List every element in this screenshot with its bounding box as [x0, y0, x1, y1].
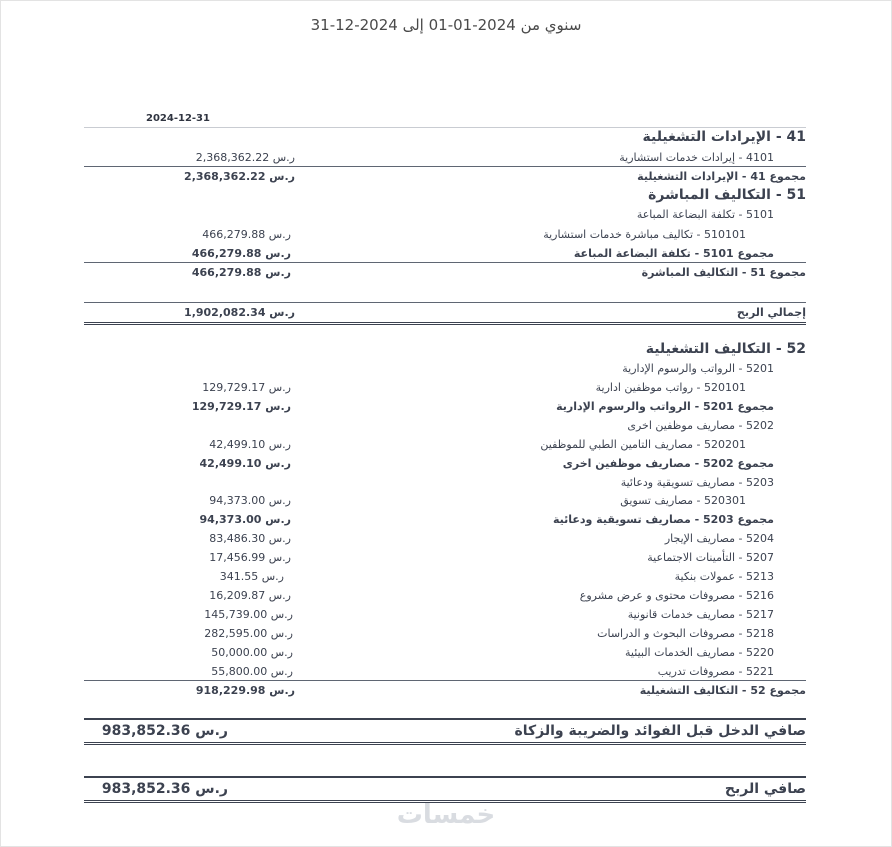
net-profit-row — [84, 776, 806, 803]
watermark-logo: خمسات — [396, 800, 496, 830]
row-label: مجموع 5201 - الرواتب والرسوم الإدارية — [556, 400, 774, 413]
row-label: 51 - التكاليف المباشرة — [648, 187, 806, 203]
ebit-row — [84, 718, 806, 745]
row-label: 5204 - مصاريف الإيجار — [664, 532, 774, 545]
row-label: 5216 - مصروفات محتوى و عرض مشروع — [579, 589, 774, 602]
section-header-51 — [84, 186, 806, 205]
row-label: 5202 - مصاريف موظفين اخرى — [627, 419, 774, 432]
row-label: إجمالي الربح — [736, 306, 806, 319]
group-row-5101 — [84, 205, 806, 224]
row-amount: 466,279.88 ر.س — [191, 266, 291, 279]
row-label: مجموع 5203 - مصاريف تسويقية ودعائية — [552, 513, 774, 526]
row-label: 4101 - إيرادات خدمات استشارية — [619, 151, 774, 164]
account-row-4101 — [84, 148, 806, 167]
row-amount: 17,456.99 ر.س — [209, 551, 291, 564]
row-amount: 2,368,362.22 ر.س — [184, 170, 295, 183]
account-row-520301 — [84, 491, 806, 510]
row-amount: 55,800.00 ر.س — [211, 665, 293, 678]
account-row-5220 — [84, 643, 806, 662]
row-amount: 42,499.10 ر.س — [199, 457, 291, 470]
section-header-41 — [84, 128, 806, 147]
account-row-520101 — [84, 378, 806, 397]
row-label: 5201 - الرواتب والرسوم الإدارية — [622, 362, 774, 375]
row-label: 5217 - مصاريف خدمات قانونية — [627, 608, 774, 621]
net-profit-label: صافي الربح — [724, 781, 806, 797]
row-label: مجموع 41 - الإيرادات التشغيلية — [637, 170, 806, 183]
row-label: 520301 - مصاريف تسويق — [620, 494, 746, 507]
row-amount: 466,279.88 ر.س — [202, 228, 291, 241]
subtotal-row-5101 — [84, 244, 806, 263]
row-label: 5207 - التأمينات الاجتماعية — [647, 551, 774, 564]
row-label: 5220 - مصاريف الخدمات البيئية — [625, 646, 774, 659]
row-amount: 94,373.00 ر.س — [199, 513, 291, 526]
row-label: مجموع 5202 - مصاريف موظفين اخرى — [562, 457, 774, 470]
subtotal-row-5201 — [84, 397, 806, 416]
row-amount: 94,373.00 ر.س — [209, 494, 291, 507]
row-label: 5101 - تكلفة البضاعة المباعة — [636, 208, 774, 221]
row-label: مجموع 5101 - تكلفة البضاعة المباعة — [573, 247, 774, 260]
row-label: 520201 - مصاريف التامين الطبي للموظفين — [540, 438, 746, 451]
subtotal-row-5203 — [84, 510, 806, 529]
account-row-5213 — [84, 567, 806, 586]
report-title: سنوي من 2024-01-01 إلى 2024-12-31 — [310, 16, 582, 34]
row-amount: 145,739.00 ر.س — [204, 608, 293, 621]
row-label: 5221 - مصروفات تدريب — [657, 665, 774, 678]
subtotal-row-5202 — [84, 454, 806, 473]
column-date-header: 2024-12-31 — [146, 113, 210, 124]
section-header-52 — [84, 340, 806, 359]
account-row-5217 — [84, 605, 806, 624]
row-amount: 16,209.87 ر.س — [209, 589, 291, 602]
group-row-5201 — [84, 359, 806, 378]
row-amount: 129,729.17 ر.س — [202, 381, 291, 394]
row-amount: 282,595.00 ر.س — [204, 627, 293, 640]
total-row-52 — [84, 680, 806, 700]
group-row-5202 — [84, 416, 806, 435]
account-row-510101 — [84, 225, 806, 244]
row-amount: 50,000.00 ر.س — [211, 646, 293, 659]
gross-profit-row — [84, 302, 806, 325]
account-row-5218 — [84, 624, 806, 643]
row-amount: 83,486.30 ر.س — [209, 532, 291, 545]
row-label: 5203 - مصاريف تسويقية ودعائية — [620, 476, 774, 489]
row-label: 5213 - عمولات بنكية — [674, 570, 774, 583]
net-profit-amount: 983,852.36 ر.س — [101, 781, 228, 797]
account-row-5204 — [84, 529, 806, 548]
row-amount: 466,279.88 ر.س — [191, 247, 291, 260]
row-amount: 341.55 ر.س — [219, 570, 284, 583]
ebit-label: صافي الدخل قبل الفوائد والضريبة والزكاة — [514, 723, 806, 739]
row-label: مجموع 52 - التكاليف التشغيلية — [639, 684, 806, 697]
row-label: 5218 - مصروفات البحوث و الدراسات — [597, 627, 774, 640]
row-amount: 2,368,362.22 ر.س — [195, 151, 295, 164]
total-row-51 — [84, 262, 806, 282]
row-label: 520101 - رواتب موظفين ادارية — [595, 381, 746, 394]
ebit-amount: 983,852.36 ر.س — [101, 723, 228, 739]
row-label: 41 - الإيرادات التشغيلية — [642, 129, 806, 145]
account-row-5221 — [84, 662, 806, 681]
row-amount: 1,902,082.34 ر.س — [184, 306, 295, 319]
row-amount: 918,229.98 ر.س — [195, 684, 295, 697]
row-label: 52 - التكاليف التشغيلية — [645, 341, 806, 357]
account-row-520201 — [84, 435, 806, 454]
total-row-41 — [84, 166, 806, 186]
row-amount: 42,499.10 ر.س — [209, 438, 291, 451]
row-label: مجموع 51 - التكاليف المباشرة — [641, 266, 806, 279]
row-amount: 129,729.17 ر.س — [191, 400, 291, 413]
account-row-5207 — [84, 548, 806, 567]
row-label: 510101 - تكاليف مباشرة خدمات استشارية — [543, 228, 746, 241]
account-row-5216 — [84, 586, 806, 605]
group-row-5203 — [84, 473, 806, 492]
